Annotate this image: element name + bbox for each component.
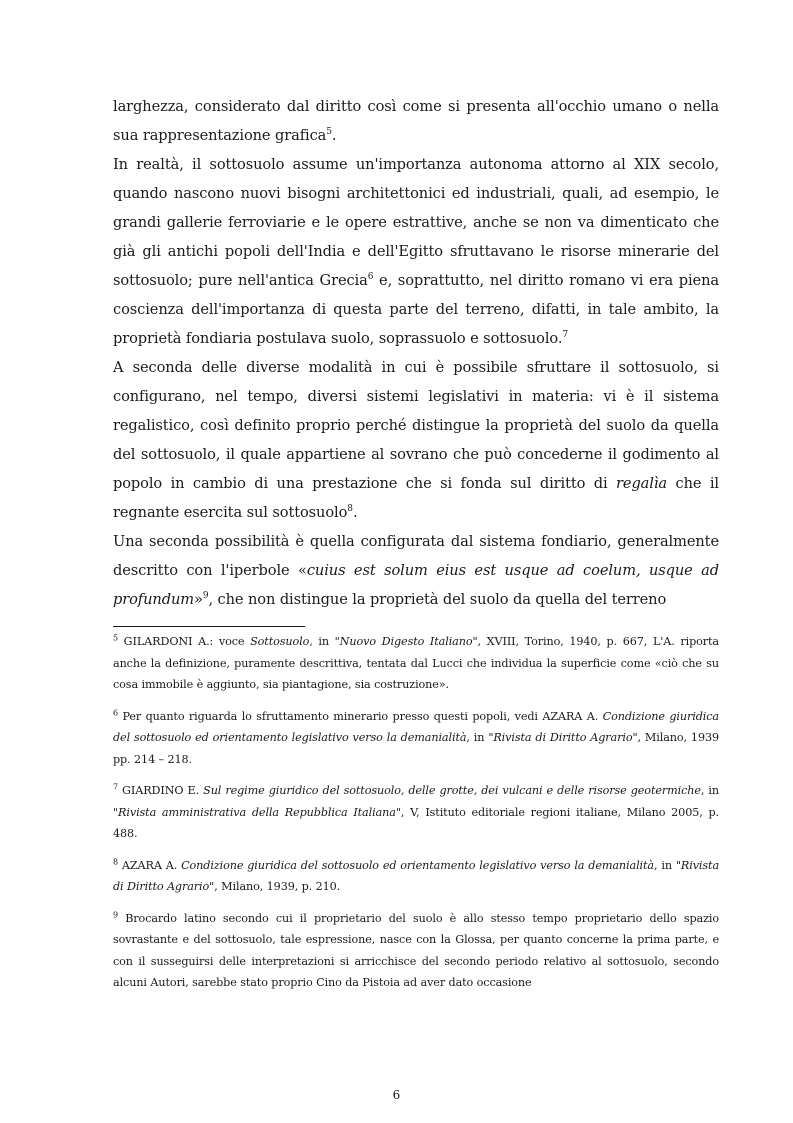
footnote-8 xyxy=(113,855,719,898)
text-run: larghezza, considerato dal diritto così come si presenta all'occhio umano o nella sua rappresentazione grafica xyxy=(113,98,719,144)
footnote-text: , Milano, 1939 pp. 214 – 218. xyxy=(113,731,719,766)
footnote-text: , XVIII, Torino, 1940, p. 667, L'A. riporta anche la definizione, puramente descrittiva, tentata dal Lucci che individua la superficie come «ciò che su cosa immobile è aggiunto, sia piantagione, sia costruzione». xyxy=(113,635,720,691)
footnote-text: GIARDINO E. xyxy=(118,784,204,797)
footnote-9 xyxy=(113,908,719,994)
footnote-text: , V, Istituto editoriale regioni italiane, Milano 2005, p. 488. xyxy=(113,805,719,840)
footnotes xyxy=(113,631,719,1004)
footnote-ref-7[interactable]: 7 xyxy=(562,330,569,341)
footnote-number: 7 xyxy=(113,782,118,792)
text-run: In realtà, il sottosuolo assume un'importanza autonoma attorno al XIX secolo, quando nascono nuovi bisogni architettonici ed industriali, quali, ad esempio, le grandi gallerie ferroviarie e le opere estrattive, anche se non va dimenticato che già gli antichi popoli dell'India e dell'Egitto sfruttavano le risorse minerarie del sottosuolo; pure nell'antica Grecia xyxy=(113,156,719,289)
footnote-6 xyxy=(113,706,719,771)
footnote-text: , in xyxy=(466,731,489,744)
footnote-text: , Milano, 1939, p. 210. xyxy=(214,880,341,893)
page-number: 6 xyxy=(392,1088,401,1102)
text-run: . xyxy=(331,127,337,144)
footnote-italic: Sottosuolo xyxy=(250,635,310,648)
text-run: e, soprattutto, nel diritto romano vi era piena coscienza dell'importanza di questa parte del terreno, difatti, in tale ambito, la proprietà fondiaria postulava suolo, soprassuolo e sottosuolo. xyxy=(113,272,719,347)
footnote-italic: Condizione giuridica del sottosuolo ed orientamento legislativo verso la demanialità xyxy=(181,858,655,872)
footnote-ref-9[interactable]: 9 xyxy=(202,591,209,602)
footnote-number: 9 xyxy=(113,909,118,919)
footnote-number: 6 xyxy=(113,707,118,717)
text-run: . xyxy=(352,504,358,521)
footnote-ref-8[interactable]: 8 xyxy=(347,504,353,515)
footnote-text: Per quanto riguarda lo sfruttamento minerario presso questi popoli, vedi AZARA A. xyxy=(118,709,603,723)
footnote-journal: "Nuovo Digesto Italiano" xyxy=(334,635,478,648)
footnote-text: AZARA A. xyxy=(118,858,182,872)
footnote-journal: "Rivista amministrativa della Repubblica Italiana" xyxy=(113,805,401,819)
paragraph-2 xyxy=(113,150,719,353)
text-run: Una seconda possibilità è quella configurata dal sistema fondiario, generalmente descritto con l'iperbole « xyxy=(113,533,719,579)
footnote-5 xyxy=(113,631,719,696)
footnote-text: Brocardo latino secondo cui il proprietario del suolo è allo stesso tempo proprietario dello spazio sovrastante e del sottosuolo, tale espressione, nasce con la Glossa, per quanto concerne la prima parte, e con il susseguirsi delle interpretazioni si arricchisce del secondo periodo relativo al sottosuolo, secondo alcuni Autori, sarebbe stato proprio Cino da Pistoia ad aver dato occasione xyxy=(113,911,719,989)
text-run: che il regnante esercita sul sottosuolo xyxy=(113,475,719,521)
text-run: » xyxy=(193,591,203,608)
body-text xyxy=(113,92,719,614)
footnote-journal: "Rivista di Diritto Agrario" xyxy=(488,731,638,744)
footnote-text: , in xyxy=(700,784,719,797)
footnote-separator xyxy=(113,626,305,627)
footnote-text: GILARDONI A.: voce xyxy=(118,635,251,648)
latin-maxim: cuius est solum eius est usque ad coelum, usque ad profundum xyxy=(113,562,719,608)
footnote-ref-6[interactable]: 6 xyxy=(367,272,374,283)
footnote-italic: Condizione giuridica del sottosuolo ed orientamento legislativo verso la demanialità xyxy=(113,709,719,744)
footnote-text: , in xyxy=(654,858,676,872)
text-run: , che non distingue la proprietà del suolo da quella del terreno xyxy=(208,591,667,608)
italic-term: regalìa xyxy=(616,475,668,492)
footnote-number: 5 xyxy=(113,633,118,643)
footnote-7 xyxy=(113,780,719,845)
paragraph-4 xyxy=(113,527,719,614)
footnote-italic: Sul regime giuridico del sottosuolo, delle grotte, dei vulcani e delle risorse geotermiche xyxy=(203,784,701,797)
paragraph-1 xyxy=(113,92,719,150)
footnote-journal: "Rivista di Diritto Agrario" xyxy=(113,858,720,893)
text-run: A seconda delle diverse modalità in cui è possibile sfruttare il sottosuolo, si configurano, nel tempo, diversi sistemi legislativi in materia: vi è il sistema regalistico, così definito proprio perché distingue la proprietà del suolo da quella del sottosuolo, il quale appartiene al sovrano che può concederne il godimento al popolo in cambio di una prestazione che si fonda sul diritto di xyxy=(113,359,719,492)
paragraph-3 xyxy=(113,353,719,527)
footnote-ref-5[interactable]: 5 xyxy=(326,127,332,138)
footnote-number: 8 xyxy=(113,856,118,866)
footnote-text: , in xyxy=(309,635,335,648)
